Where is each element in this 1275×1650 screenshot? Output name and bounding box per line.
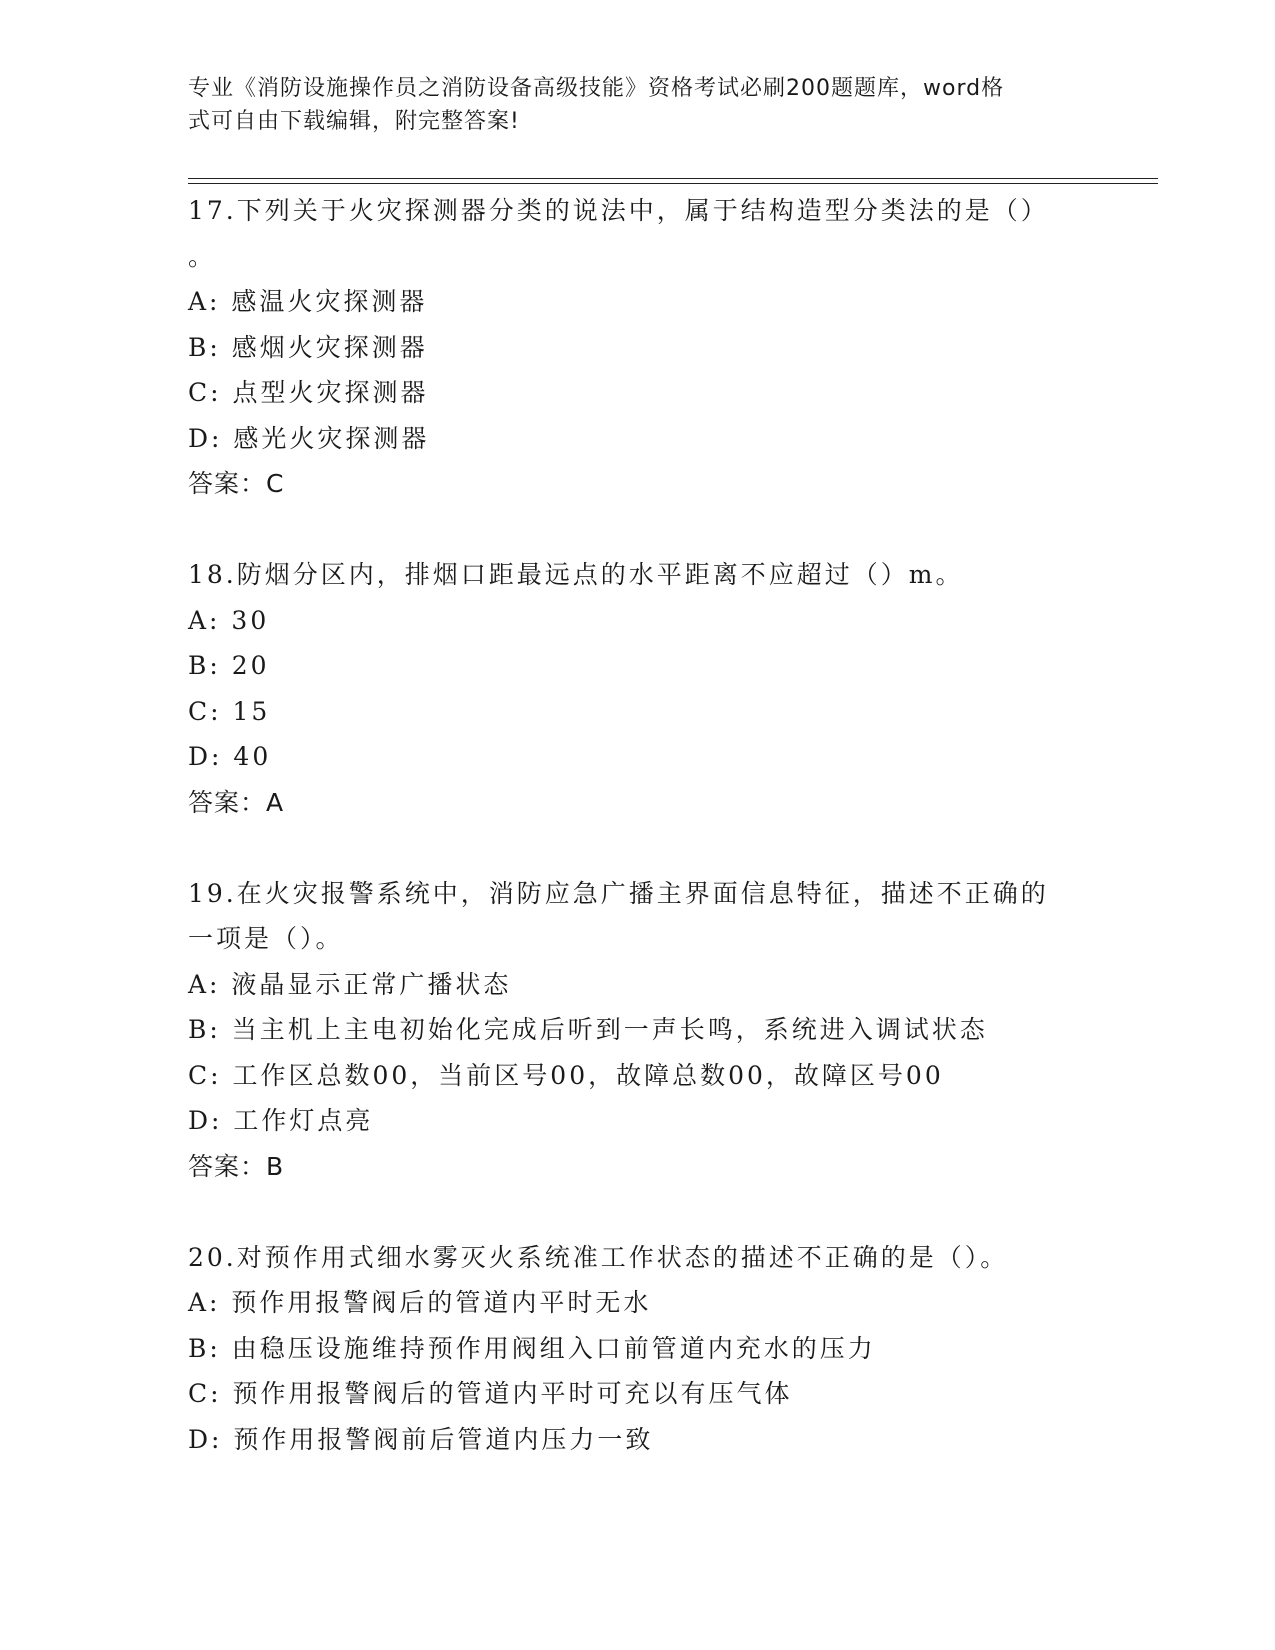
option-d: D: 工作灯点亮 <box>188 1106 374 1135</box>
option-a: A: 液晶显示正常广播状态 <box>188 969 512 999</box>
question-stem-continued: 。 <box>188 241 217 271</box>
question-19 <box>188 871 1108 1190</box>
answer: 答案：B <box>188 1151 285 1181</box>
question-stem: 19.在火灾报警系统中，消防应急广播主界面信息特征，描述不正确的 <box>188 878 1049 908</box>
header-line-1: 专业《消防设施操作员之消防设备高级技能》资格考试必刷200题题库，word格 <box>188 76 1005 101</box>
question-stem: 17.下列关于火灾探测器分类的说法中，属于结构造型分类法的是（） <box>188 196 1049 225</box>
question-stem: 20.对预作用式细水雾灭火系统准工作状态的描述不正确的是（）。 <box>188 1242 1009 1272</box>
question-gap <box>188 507 1108 553</box>
header-divider-top <box>188 178 1158 179</box>
question-18 <box>188 552 1108 825</box>
option-b: B: 当主机上主电初始化完成后听到一声长鸣，系统进入调试状态 <box>188 1015 988 1044</box>
option-a: A: 感温火灾探测器 <box>188 287 428 316</box>
option-d: D: 40 <box>188 742 272 771</box>
answer: 答案：A <box>188 787 285 817</box>
header-line-2: 式可自由下载编辑，附完整答案! <box>188 109 520 134</box>
question-stem: 18.防烟分区内，排烟口距最远点的水平距离不应超过（）m。 <box>188 560 964 589</box>
question-20 <box>188 1235 1108 1463</box>
question-stem-continued: 一项是（）。 <box>188 924 344 953</box>
option-c: C: 工作区总数00，当前区号00，故障总数00，故障区号00 <box>188 1060 944 1090</box>
option-a: A: 30 <box>188 605 270 635</box>
option-b: B: 20 <box>188 651 270 680</box>
answer: 答案：C <box>188 469 285 498</box>
option-c: C: 15 <box>188 696 271 726</box>
option-c: C: 预作用报警阀后的管道内平时可充以有压气体 <box>188 1379 793 1408</box>
option-c: C: 点型火灾探测器 <box>188 378 429 407</box>
question-gap <box>188 1189 1108 1235</box>
option-b: B: 感烟火灾探测器 <box>188 332 428 362</box>
question-gap <box>188 825 1108 871</box>
option-a: A: 预作用报警阀后的管道内平时无水 <box>188 1288 652 1317</box>
option-b: B: 由稳压设施维持预作用阀组入口前管道内充水的压力 <box>188 1333 876 1363</box>
header-divider-bottom <box>188 183 1158 184</box>
question-17 <box>188 188 1108 507</box>
question-list <box>188 188 1108 1462</box>
option-d: D: 感光火灾探测器 <box>188 423 430 453</box>
document-header <box>188 72 1068 138</box>
option-d: D: 预作用报警阀前后管道内压力一致 <box>188 1424 654 1454</box>
